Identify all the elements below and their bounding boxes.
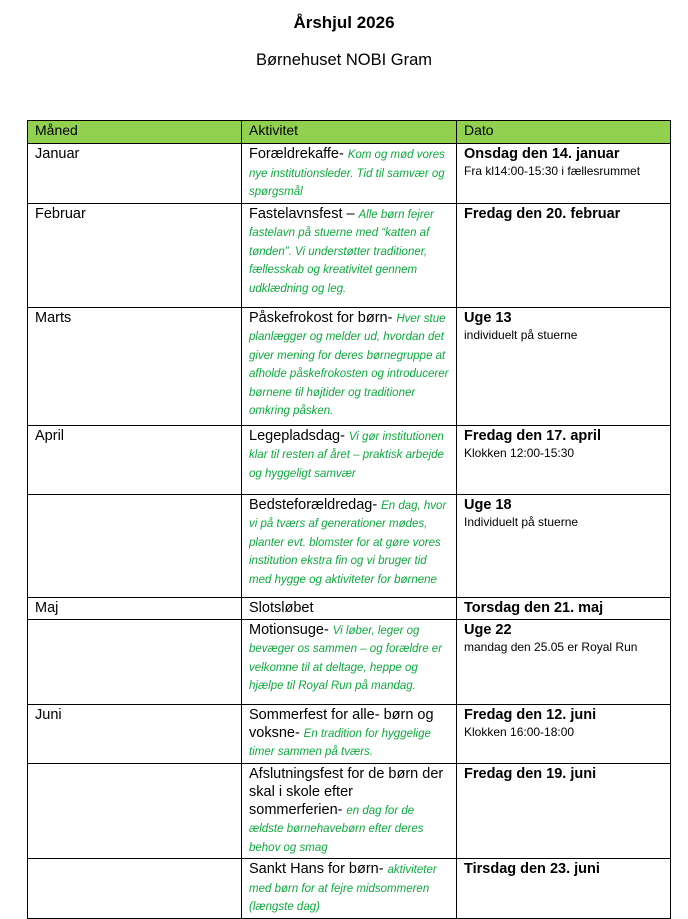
activity-cell [242,144,457,204]
date-label: Uge 22 [464,621,512,638]
activity-title: Forældrekaffe- [249,146,344,162]
activity-cell [242,494,457,597]
time-note: Individuelt på stuerne [464,514,579,529]
time-note: Klokken 16:00-18:00 [464,724,575,739]
month-label: Maj [35,599,59,616]
date-cell [457,597,671,619]
activity-title: Motionsuge- [249,621,329,638]
activity-description: Kom og mød vores nye institutionsleder. Tid til samvær og spørgsmål [249,149,445,198]
activity-cell [242,859,457,919]
date-label: Fredag den 12. juni [464,706,597,723]
date-cell [457,859,671,919]
date-cell [457,307,671,425]
table-row [28,494,671,597]
table-row [28,619,671,704]
month-label: Januar [35,146,80,162]
activity-cell [242,307,457,425]
month-label: Marts [35,309,72,326]
date-cell [457,425,671,494]
date-cell [457,763,671,859]
activity-title: Slotsløbet [249,599,314,616]
table-row [28,144,671,204]
activity-title: Påskefrokost for børn- [249,309,393,326]
page-subtitle: Børnehuset NOBI Gram [255,51,433,69]
column-header-date: Dato [457,121,671,144]
activity-description: Alle børn fejrer fastelavn på stuerne med “katten af tønden”. Vi understøtter traditioner, fællesskab og kreativitet gennem udklædning og leg. [249,208,434,295]
activity-title: Sommerfest for alle- børn og voksne- [249,706,434,741]
activity-cell [242,203,457,307]
date-label: Fredag den 20. februar [464,205,621,222]
activity-description: Vi gør institutionen klar til resten af året – praktisk arbejde og hyggeligt samvær [249,430,444,480]
month-cell [28,203,242,307]
date-cell [457,704,671,763]
table-row [28,203,671,307]
date-cell [457,203,671,307]
activity-description: en dag for de ældste børnehavebørn efter deres behov og smag [249,804,424,854]
table-row [28,859,671,919]
month-label: April [35,427,65,444]
activity-description: aktiviteter med børn for at fejre midsommeren (længste dag) [249,864,437,913]
date-label: Torsdag den 21. maj [464,599,604,616]
month-cell [28,619,242,704]
activity-description: Vi løber, leger og bevæger os sammen – og forældre er velkomne til at deltage, heppe og hjælpe til Royal Run på mandag. [249,624,443,692]
month-cell [28,763,242,859]
page-title: Årshjul 2026 [293,13,395,32]
month-cell [28,144,242,204]
table-row [28,704,671,763]
table-row [28,597,671,619]
activity-title: Afslutningsfest for de børn der skal i skole efter sommerferien- [249,765,444,818]
activity-cell [242,425,457,494]
date-label: Uge 18 [464,496,512,513]
time-note: mandag den 25.05 er Royal Run [464,639,638,654]
month-cell [28,704,242,763]
date-label: Onsdag den 14. januar [464,146,620,162]
activity-cell [242,763,457,859]
table-row [28,307,671,425]
activity-description: En dag, hvor vi på tværs af generationer mødes, planter evt. blomster for at gøre vores institution ekstra fin og vi bruger tid med hygge og aktiviteter for børnene [249,499,447,586]
activity-cell [242,597,457,619]
date-cell [457,619,671,704]
activity-title: Bedsteforældredag- [249,496,378,513]
month-cell [28,494,242,597]
table-row [28,763,671,859]
activity-title: Sankt Hans for børn- [249,861,384,877]
time-note: Klokken 12:00-15:30 [464,445,575,460]
column-header-activity: Aktivitet [242,121,457,144]
month-cell [28,859,242,919]
activity-title: Fastelavnsfest – [249,205,355,222]
table-header-row [28,121,671,144]
date-label: Fredag den 19. juni [464,765,597,782]
column-header-month: Måned [28,121,242,144]
month-cell [28,425,242,494]
activity-description: En tradition for hyggelige timer sammen på tværs. [249,727,431,758]
activity-table [27,120,671,919]
date-cell [457,494,671,597]
activity-description: Hver stue planlægger og melder ud, hvordan det giver mening for deres børnegruppe at afholde påskefrokosten og introducerer børnene til højtider og traditioner omkring påsken. [249,312,449,417]
date-label: Fredag den 17. april [464,427,601,444]
month-label: Juni [35,706,62,723]
month-cell [28,307,242,425]
month-cell [28,597,242,619]
date-label: Tirsdag den 23. juni [464,861,600,877]
time-note: individuelt på stuerne [464,327,578,342]
date-cell [457,144,671,204]
activity-cell [242,619,457,704]
time-note: Fra kl14:00-15:30 i fællesrummet [464,164,641,178]
date-label: Uge 13 [464,309,512,326]
month-label: Februar [35,205,86,222]
table-row [28,425,671,494]
activity-title: Legepladsdag- [249,427,345,444]
activity-cell [242,704,457,763]
